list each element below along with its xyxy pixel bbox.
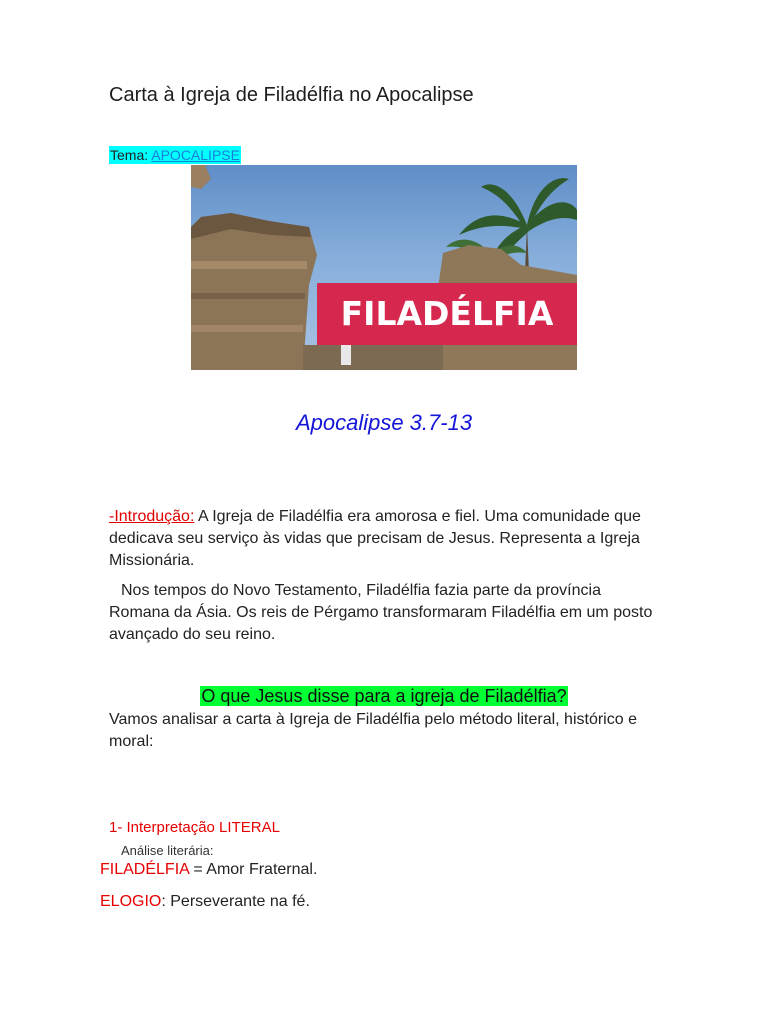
hero-banner	[317, 283, 577, 345]
intro-paragraph	[109, 506, 664, 572]
definition-value: = Amor Fraternal.	[188, 861, 318, 878]
method-paragraph: Vamos analisar a carta à Igreja de Filadélfia pelo método literal, histórico e moral:	[109, 711, 637, 750]
intro-text: A Igreja de Filadélfia era amorosa e fiel. Uma comunidade que dedicava seu serviço às vidas que precisam de Jesus. Representa a Igreja Missionária.	[109, 508, 641, 569]
definition-value: : Perseverante na fé.	[161, 893, 310, 910]
intro-label: -Introdução:	[109, 508, 195, 525]
history-text: Nos tempos do Novo Testamento, Filadélfia fazia parte da província Romana da Ásia. Os reis de Pérgamo transformaram Filadélfia em um posto avançado do seu reino.	[109, 582, 653, 643]
hero-banner-text: FILADÉLFIA	[340, 294, 554, 333]
analysis-subtitle: Análise literária:	[121, 843, 214, 858]
definition-line-filadelfia	[100, 861, 317, 879]
hero-image	[191, 165, 577, 370]
definition-key: ELOGIO	[100, 893, 162, 910]
section-heading-text: O que Jesus disse para a igreja de Filadélfia?	[201, 686, 567, 706]
tema-link[interactable]: APOCALIPSE	[151, 147, 240, 163]
section-heading	[0, 685, 768, 707]
definition-key: FILADÉLFIA	[100, 861, 189, 878]
interpretation-title: 1- Interpretação LITERAL	[109, 819, 280, 836]
tema-line	[109, 146, 241, 164]
document-title: Carta à Igreja de Filadélfia no Apocalipse	[109, 84, 474, 106]
tema-label: Tema:	[110, 147, 149, 163]
history-paragraph	[109, 580, 664, 646]
definition-line-elogio	[100, 893, 310, 911]
verse-reference: Apocalipse 3.7-13	[295, 410, 473, 435]
